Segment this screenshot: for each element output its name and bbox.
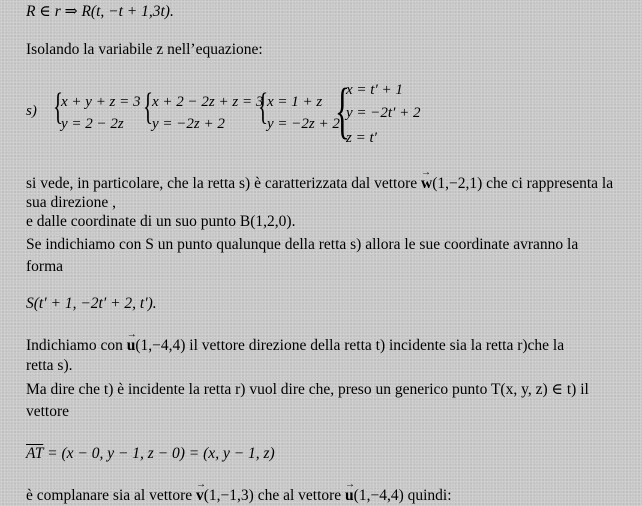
paragraph-complanare [26, 486, 452, 505]
p12-text-c: (1,−4,4) quindi: [353, 487, 452, 504]
sys1-line1: x + y + z = 3 [61, 94, 141, 110]
paragraph-direzione: sua direzione , [26, 194, 116, 211]
equation-s-point: S(t′ + 1, −2t′ + 2, t′). [26, 295, 157, 312]
p12-text-b: (1,−1,3) che al vettore [203, 487, 346, 504]
p1-text-b: (1,−2,1) che ci rappresenta la [432, 175, 614, 192]
vector-u: → u [127, 336, 136, 355]
vector-v: → v [196, 486, 204, 505]
equation-r-point: R ∈ r ⇒ R(t, −t + 1,3t). [26, 3, 174, 20]
sys4-line3: z = t′ [346, 130, 377, 146]
p12-text-a: è complanare sia al vettore [26, 487, 196, 504]
vector-w: → w [421, 174, 432, 193]
brace-4: { [335, 77, 350, 145]
p7-text-b: (1,−4,4) il vettore direzione della retta t) incidente sia la retta r)che la [135, 337, 565, 354]
sys3-line1: x = 1 + z [267, 94, 323, 110]
paragraph-si-vede [26, 174, 613, 193]
brace-1: { [53, 86, 64, 128]
sys2-line2: y = −2z + 2 [152, 116, 225, 132]
paragraph-isolando: Isolando la variabile z nell’equazione: [26, 41, 263, 58]
p7-text-a: Indichiamo con [26, 337, 127, 354]
equation-at-vector [26, 444, 275, 463]
paragraph-retta-s: retta s). [26, 357, 73, 374]
brace-3: { [258, 86, 269, 128]
paragraph-se-indichiamo: Se indichiamo con S un punto qualunque della retta s) allora le sue coordinate avranno la [26, 236, 579, 253]
vector-at: $\overline{AT}$ [26, 445, 44, 462]
sys4-line2: y = −2t′ + 2 [346, 105, 421, 121]
paragraph-vettore: vettore [26, 403, 70, 420]
paragraph-punto-b: e dalle coordinate di un suo punto B(1,2,0). [26, 213, 296, 230]
paragraph-indichiamo [26, 336, 564, 355]
brace-2: { [143, 86, 154, 128]
vector-u-2: → u [345, 486, 354, 505]
sys1-line2: y = 2 − 2z [61, 116, 124, 132]
system-label: s) [26, 103, 37, 119]
sys3-line2: y = −2z + 2 [267, 116, 340, 132]
paragraph-ma-dire: Ma dire che t) è incidente la retta r) vuol dire che, preso un generico punto T(x, y, z) ∈ t) il [26, 381, 589, 398]
at-expression: = (x − 0, y − 1, z − 0) = (x, y − 1, z) [43, 445, 275, 462]
paragraph-forma: forma [26, 258, 64, 275]
sys2-line1: x + 2 − 2z + z = 3 [152, 94, 264, 110]
sys4-line1: x = t′ + 1 [346, 82, 403, 98]
p1-text-a: si vede, in particolare, che la retta s) è caratterizzata dal vettore [26, 175, 422, 192]
